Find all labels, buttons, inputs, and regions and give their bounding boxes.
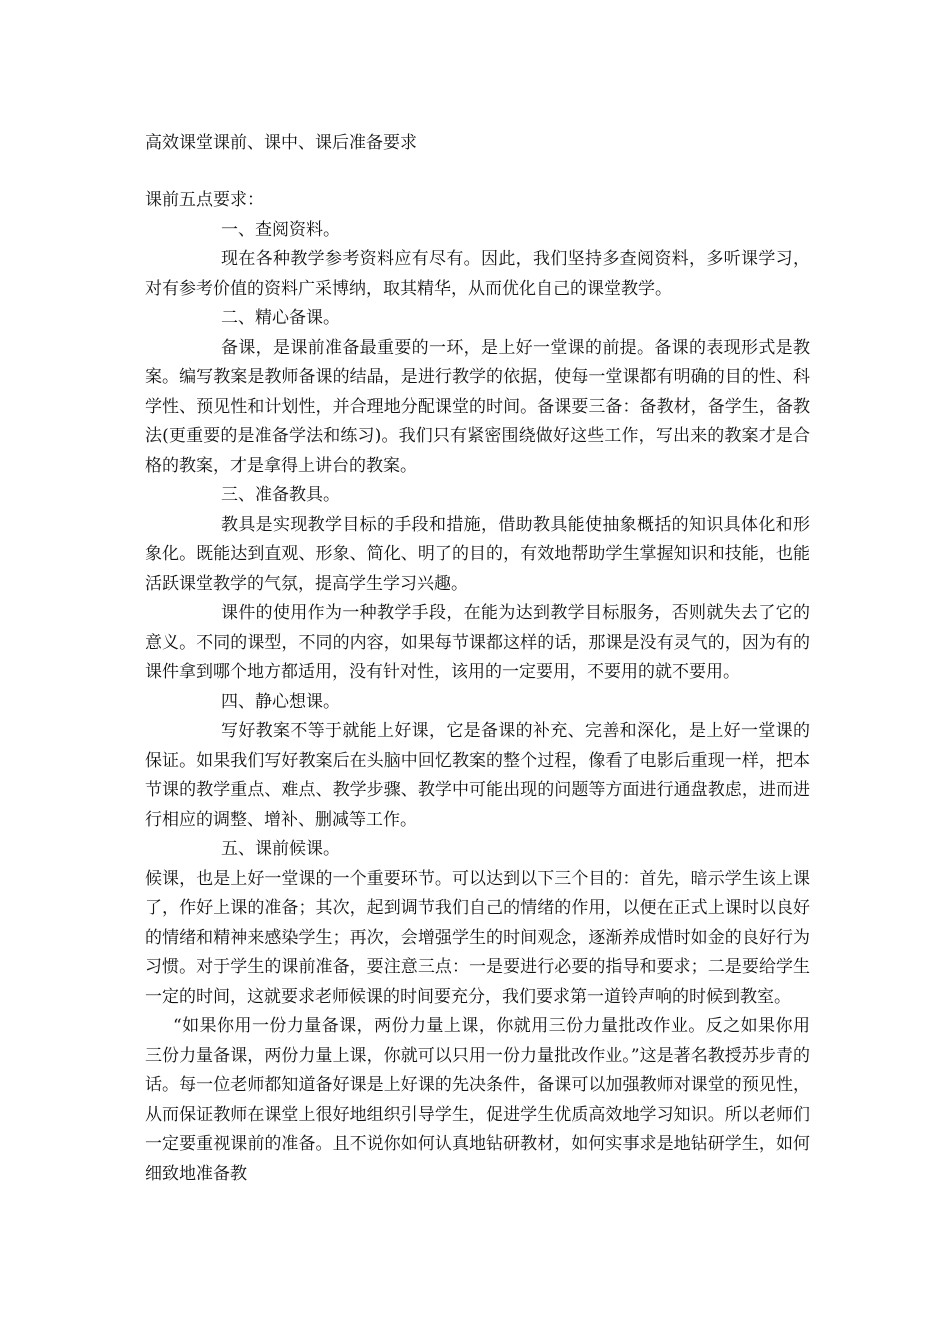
item-heading-4: 四、静心想课。 (221, 691, 340, 712)
paragraph: 课件的使用作为一种教学手段，在能为达到教学目标服务，否则就失去了它的意义。不同的课型，不同的内容，如果每节课都这样的话，那课是没有灵气的，因为有的课件拿到哪个地方都适用，没有针对性，该用的一定要用，不要用的就不要用。 (145, 603, 810, 682)
paragraph: 教具是实现教学目标的手段和措施，借助教具能使抽象概括的知识具体化和形象化。既能达到直观、形象、简化、明了的目的，有效地帮助学生掌握知识和技能，也能活跃课堂教学的气氛，提高学生学习兴趣。 (145, 514, 810, 594)
paragraph: 写好教案不等于就能上好课，它是备课的补充、完善和深化，是上好一堂课的保证。如果我们写好教案后在头脑中回忆教案的整个过程，像看了电影后重现一样，把本节课的教学重点、难点、教学步骤、教学中可能出现的问题等方面进行通盘教虑，进而进行相应的调整、增补、删减等工作。 (145, 721, 810, 830)
paragraph: 候课，也是上好一堂课的一个重要环节。可以达到以下三个目的：首先，暗示学生该上课了，作好上课的准备；其次，起到调节我们自己的情绪的作用，以便在正式上课时以良好的情绪和精神来感染学生；再次，会增强学生的时间观念，逐渐养成惜时如金的良好行为习惯。对于学生的课前准备，要注意三点：一是要进行必要的指导和要求；二是要给学生一定的时间，这就要求老师候课的时间要充分，我们要求第一道铃声响的时候到教室。 (145, 868, 810, 1007)
quote-paragraph: “如果你用一份力量备课，两份力量上课，你就用三份力量批改作业。反之如果你用三份力量备课，两份力量上课，你就可以只用一份力量批改作业。”这是著名教授苏步青的话。每一位老师都知道备好课是上好课的先决条件，备课可以加强教师对课堂的预见性，从而保证教师在课堂上很好地组织引导学生，促进学生优质高效地学习知识。所以老师们一定要重视课前的准备。且不说你如何认真地钻研教材，如何实事求是地钻研学生，如何细致地准备教 (145, 1016, 810, 1184)
paragraph: 现在各种教学参考资料应有尽有。因此，我们坚持多查阅资料，多听课学习，对有参考价值的资料广采博纳，取其精华，从而优化自己的课堂教学。 (145, 249, 810, 299)
item-heading-2: 二、精心备课。 (221, 308, 340, 328)
item-heading-5: 五、课前候课。 (221, 839, 340, 859)
paragraph: 备课，是课前准备最重要的一环，是上好一堂课的前提。备课的表现形式是教案。编写教案是教师备课的结晶，是进行教学的依据，使每一堂课都有明确的目的性、科学性、预见性和计划性，并合理地分配课堂的时间。备课要三备：备教材，备学生，备教法(更重要的是准备学法和练习)。我们只有紧密围绕做好这些工作，写出来的教案才是合格的教案，才是拿得上讲台的教案。 (145, 337, 810, 476)
document-body (145, 186, 810, 1189)
document-title: 高效课堂课前、课中、课后准备要求 (145, 133, 417, 153)
item-heading-1: 一、查阅资料。 (221, 219, 340, 240)
item-heading-3: 三、准备教具。 (221, 485, 340, 505)
section-heading: 课前五点要求： (145, 190, 264, 210)
